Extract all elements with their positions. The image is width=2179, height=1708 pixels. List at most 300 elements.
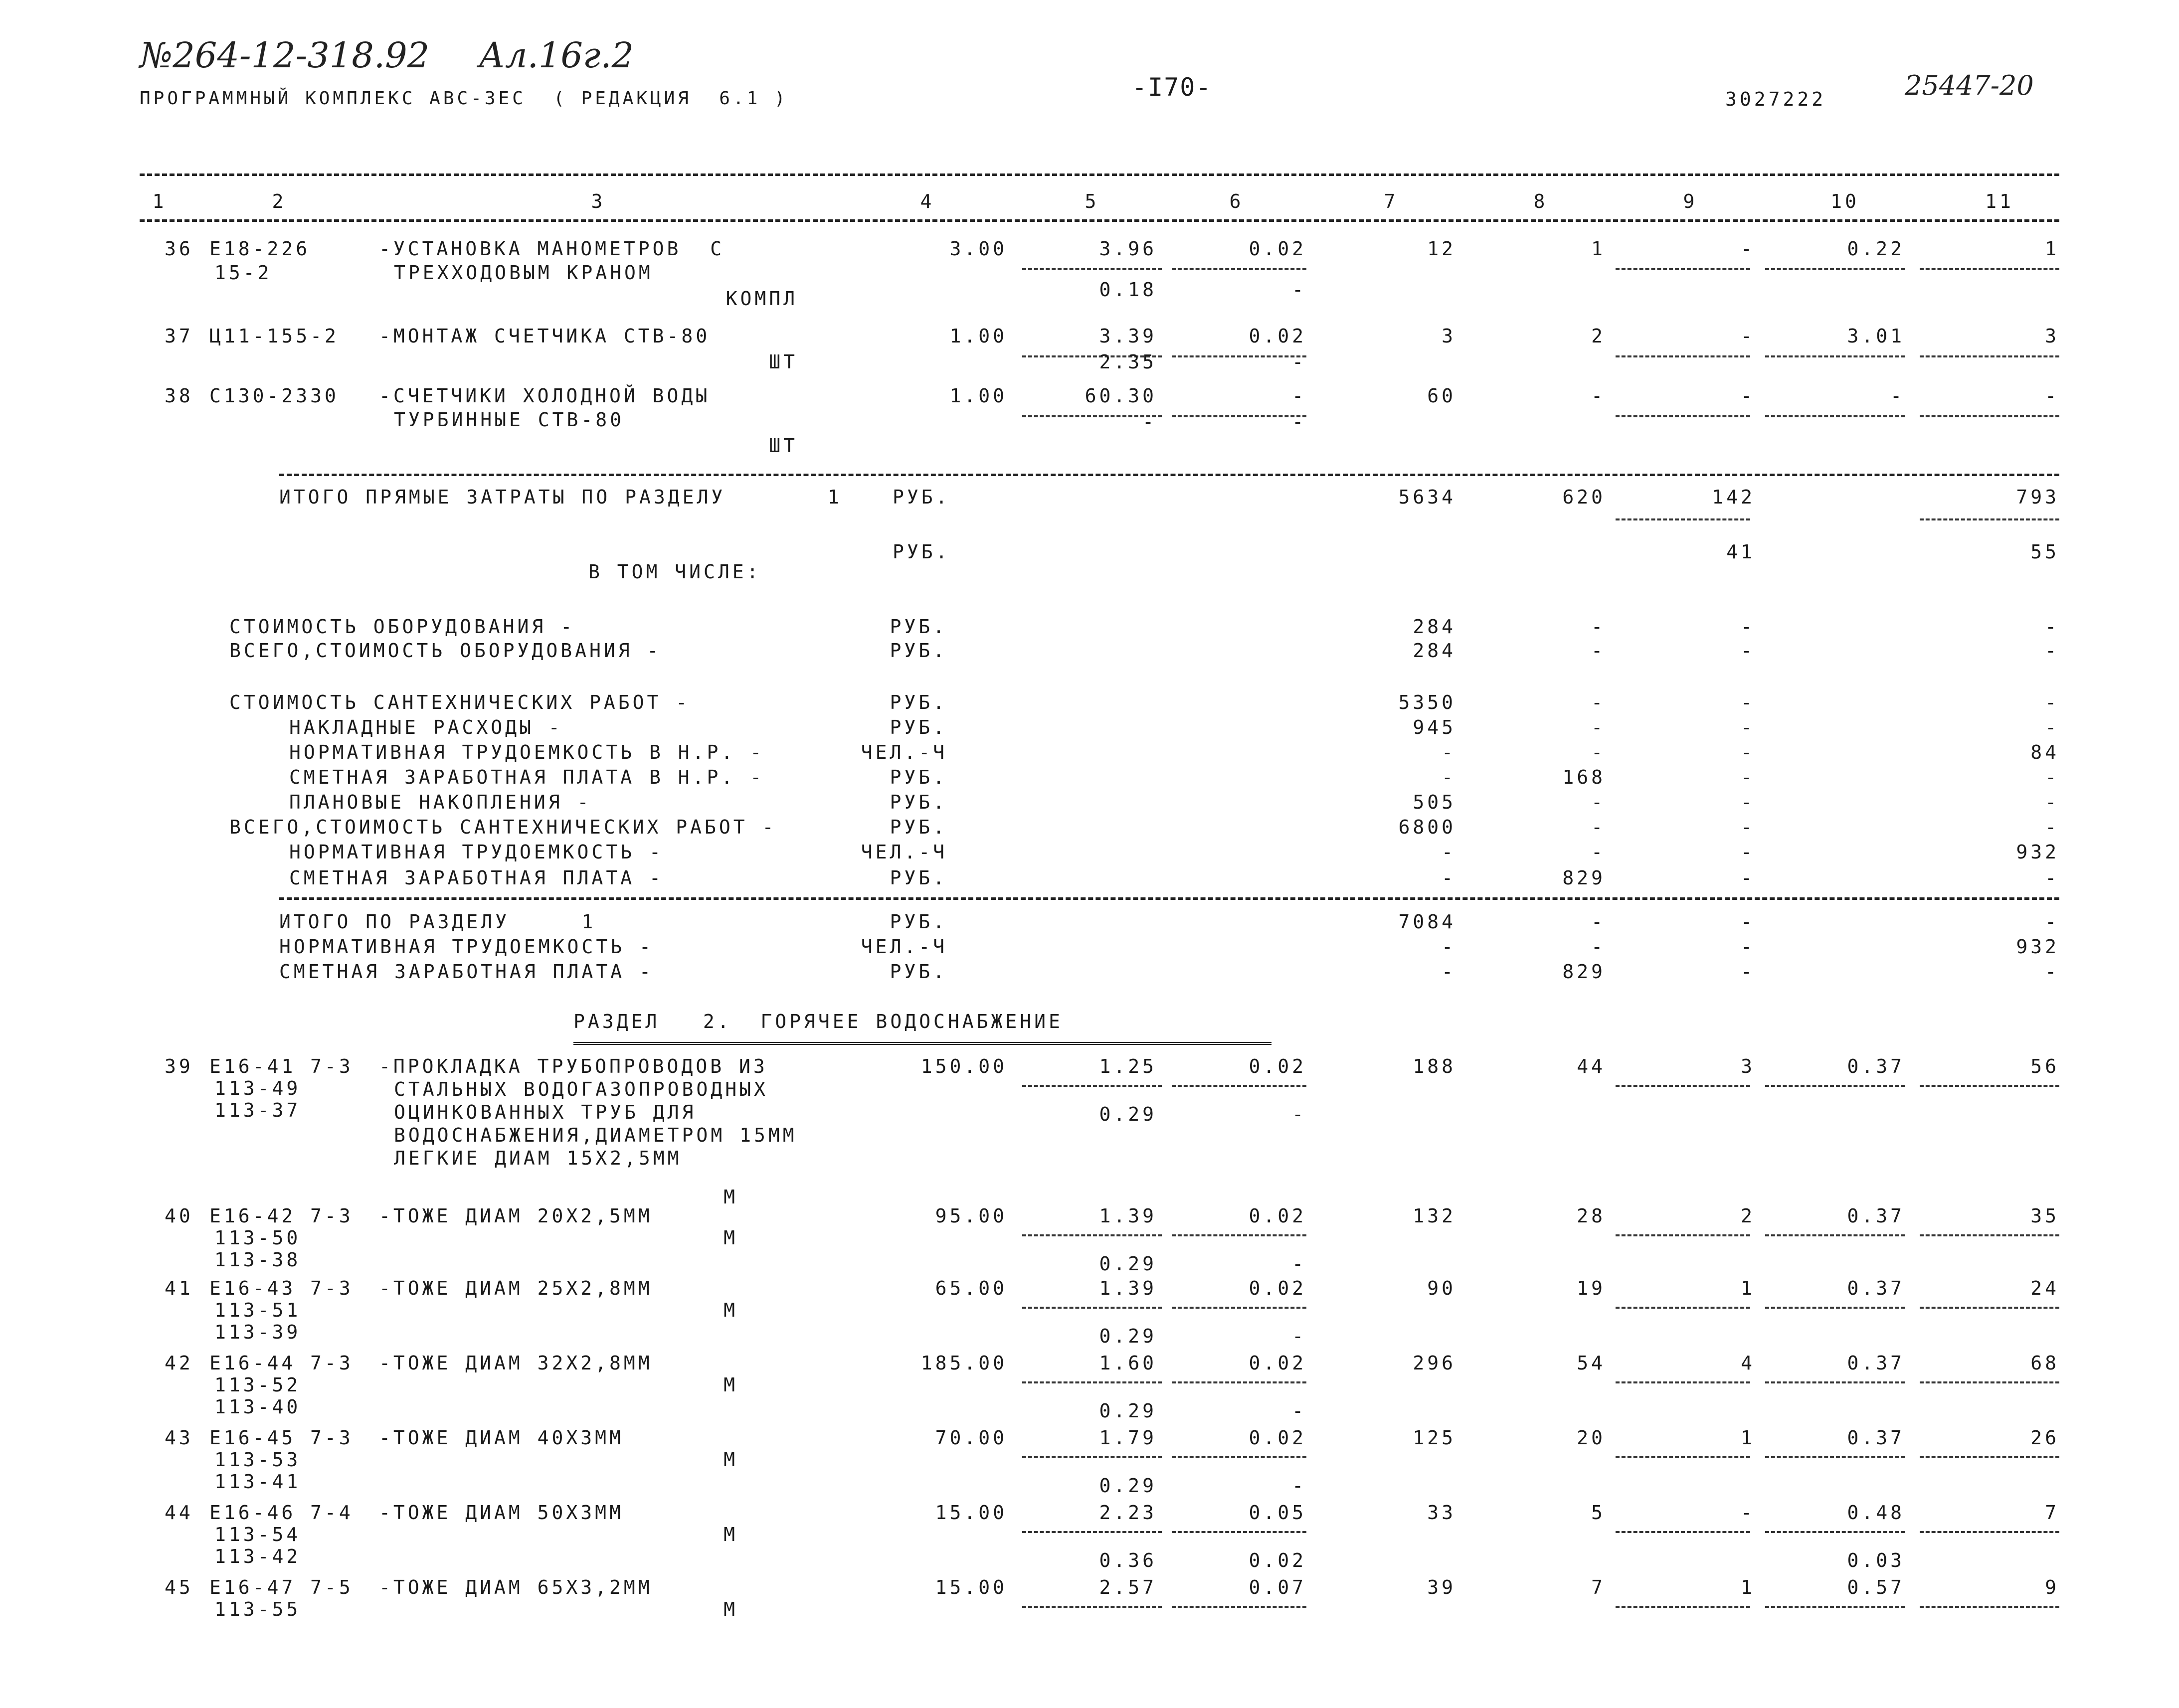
item-number: 39: [165, 1055, 193, 1077]
item-labor-total: -: [2045, 385, 2059, 407]
summary-labor: -: [2045, 640, 2059, 662]
item-code: Е16-42 7-3: [209, 1205, 354, 1227]
item-code-sub: 113-52: [214, 1374, 301, 1396]
item-total-cost: 125: [1413, 1427, 1456, 1449]
item-unit-cost-wages: 2.35: [1099, 351, 1157, 373]
summary-machines: -: [1741, 616, 1755, 638]
item-code: Е16-41 7-3: [209, 1055, 354, 1077]
item-unit-cost-wages: 0.36: [1099, 1549, 1157, 1571]
sub-rule: [1765, 1381, 1905, 1383]
item-number: 40: [165, 1205, 193, 1227]
item-col9: -: [1741, 1502, 1755, 1524]
item-description: -ТОЖЕ ДИАМ 32Х2,8ММ: [379, 1352, 653, 1374]
column-header-1: 1: [152, 190, 167, 212]
item-total-cost: 188: [1413, 1055, 1456, 1077]
item-quantity: 150.00: [920, 1055, 1007, 1077]
item-col9: -: [1741, 325, 1755, 347]
item-description: -УСТАНОВКА МАНОМЕТРОВ С: [379, 238, 725, 260]
item-total-cost: 39: [1427, 1576, 1456, 1598]
item-unit-cost: 2.23: [1099, 1502, 1157, 1524]
item-total-cost: 296: [1413, 1352, 1456, 1374]
item-labor-total: 9: [2045, 1576, 2059, 1598]
section-total-machines: -: [1741, 911, 1755, 933]
item-unit: М: [724, 1299, 738, 1321]
sub-rule: [1765, 415, 1905, 417]
summary-labor: -: [2045, 691, 2059, 713]
summary-unit: РУБ.: [890, 766, 947, 788]
item-unit-cost-machines: 0.07: [1249, 1576, 1306, 1598]
item-labor-per-unit: 0.37: [1847, 1055, 1905, 1077]
document-code: 3027222: [1725, 88, 1826, 110]
item-description: -ТОЖЕ ДИАМ 25Х2,8ММ: [379, 1277, 653, 1299]
section-total-unit: ЧЕЛ.-Ч: [861, 936, 947, 958]
sub-rule: [1920, 1531, 2059, 1533]
item-description: ТУРБИННЫЕ СТВ-80: [394, 409, 625, 431]
item-description: -ПРОКЛАДКА ТРУБОПРОВОДОВ ИЗ: [379, 1055, 768, 1077]
item-code-sub: 113-42: [214, 1545, 301, 1567]
item-labor-total: 7: [2045, 1502, 2059, 1524]
item-wages: -: [1591, 385, 1606, 407]
summary-label: ВСЕГО,СТОИМОСТЬ ОБОРУДОВАНИЯ -: [229, 640, 662, 662]
item-labor-total: 68: [2030, 1352, 2059, 1374]
item-unit-cost-machines-wages: -: [1292, 1325, 1306, 1347]
summary-wages: -: [1591, 691, 1606, 713]
item-number: 38: [165, 385, 193, 407]
item-total-cost: 3: [1442, 325, 1456, 347]
sub-rule: [1616, 1085, 1750, 1087]
item-number: 45: [165, 1576, 193, 1598]
item-labor-per-unit: 0.37: [1847, 1277, 1905, 1299]
item-wages: 28: [1577, 1205, 1606, 1227]
direct-costs-labor-2: 55: [2030, 541, 2059, 563]
item-col9: 3: [1741, 1055, 1755, 1077]
column-header-8: 8: [1533, 190, 1548, 212]
summary-unit: РУБ.: [890, 691, 947, 713]
sub-rule: [1616, 1234, 1750, 1236]
item-col9: -: [1741, 238, 1755, 260]
summary-labor: -: [2045, 616, 2059, 638]
item-unit-cost-machines-wages: -: [1292, 411, 1306, 433]
item-unit-cost-wages: 0.29: [1099, 1325, 1157, 1347]
handwritten-album: Ал.16г.2: [479, 35, 634, 76]
item-quantity: 70.00: [935, 1427, 1007, 1449]
item-col9: 2: [1741, 1205, 1755, 1227]
summary-label: СТОИМОСТЬ ОБОРУДОВАНИЯ -: [229, 616, 575, 638]
summary-unit: РУБ.: [890, 816, 947, 838]
item-wages: 1: [1591, 238, 1606, 260]
section-total-labor: -: [2045, 961, 2059, 983]
item-unit-cost-machines-wages: -: [1292, 1253, 1306, 1275]
item-labor-total: 3: [2045, 325, 2059, 347]
item-col9: 1: [1741, 1427, 1755, 1449]
item-unit-cost-wages: 0.29: [1099, 1103, 1157, 1125]
item-code-sub: 113-49: [214, 1077, 301, 1099]
item-unit-cost: 1.60: [1099, 1352, 1157, 1374]
sub-rule: [1616, 1531, 1750, 1533]
item-code-sub: 113-51: [214, 1299, 301, 1321]
sub-rule: [1172, 1234, 1306, 1236]
item-code-sub: 113-38: [214, 1249, 301, 1271]
section-total-cost: 7084: [1398, 911, 1456, 933]
column-header-6: 6: [1229, 190, 1244, 212]
item-code-sub: 113-54: [214, 1524, 301, 1545]
item-unit: М: [724, 1374, 738, 1396]
item-number: 36: [165, 238, 193, 260]
section-total-labor: -: [2045, 911, 2059, 933]
section-total-label: НОРМАТИВНАЯ ТРУДОЕМКОСТЬ -: [279, 936, 654, 958]
section-total-cost: -: [1442, 936, 1456, 958]
item-wages: 54: [1577, 1352, 1606, 1374]
item-col9: 1: [1741, 1576, 1755, 1598]
item-unit-cost-machines-wages: -: [1292, 351, 1306, 373]
sub-rule: [1765, 1531, 1905, 1533]
page-number: -I70-: [1132, 73, 1212, 102]
item-code: Е16-43 7-3: [209, 1277, 354, 1299]
direct-total-rule: [279, 474, 2059, 476]
summary-labor: 84: [2030, 741, 2059, 763]
section-total-label: СМЕТНАЯ ЗАРАБОТНАЯ ПЛАТА -: [279, 961, 654, 983]
section-total-wages: 829: [1562, 961, 1606, 983]
sub-rule: [1765, 1307, 1905, 1309]
item-code: Е16-44 7-3: [209, 1352, 354, 1374]
item-wages: 20: [1577, 1427, 1606, 1449]
summary-machines: -: [1741, 640, 1755, 662]
item-code-sub: 113-55: [214, 1598, 301, 1620]
item-description: ОЦИНКОВАННЫХ ТРУБ ДЛЯ: [394, 1101, 697, 1123]
summary-wages: -: [1591, 640, 1606, 662]
item-code-sub: 113-37: [214, 1099, 301, 1121]
item-unit-cost-machines-wages: -: [1292, 1103, 1306, 1125]
item-wages: 2: [1591, 325, 1606, 347]
direct-costs-machines-wages: 41: [1726, 541, 1755, 563]
sub-rule: [1920, 355, 2059, 357]
item-total-cost: 90: [1427, 1277, 1456, 1299]
sub-rule: [1172, 1531, 1306, 1533]
sub-rule: [1022, 1606, 1162, 1608]
summary-labor: -: [2045, 816, 2059, 838]
item-labor-per-unit: 0.37: [1847, 1352, 1905, 1374]
summary-total: -: [1442, 841, 1456, 863]
direct-costs-unit: РУБ.: [893, 486, 950, 508]
item-labor-per-unit: -: [1890, 385, 1905, 407]
item-unit-cost-machines: 0.02: [1249, 238, 1306, 260]
item-description: -ТОЖЕ ДИАМ 50Х3ММ: [379, 1502, 624, 1524]
item-description: -ТОЖЕ ДИАМ 40Х3ММ: [379, 1427, 624, 1449]
item-total-cost: 60: [1427, 385, 1456, 407]
sub-rule: [1172, 1456, 1306, 1458]
sub-rule: [1022, 1456, 1162, 1458]
sub-rule: [1616, 268, 1750, 270]
item-quantity: 3.00: [949, 238, 1007, 260]
summary-machines: -: [1741, 841, 1755, 863]
item-number: 37: [165, 325, 193, 347]
direct-costs-label: ИТОГО ПРЯМЫЕ ЗАТРАТЫ ПО РАЗДЕЛУ: [279, 486, 726, 508]
column-header-7: 7: [1384, 190, 1399, 212]
item-quantity: 15.00: [935, 1576, 1007, 1598]
item-quantity: 65.00: [935, 1277, 1007, 1299]
summary-unit: РУБ.: [890, 867, 947, 889]
item-description: ЛЕГКИЕ ДИАМ 15Х2,5ММ: [394, 1147, 682, 1169]
sub-rule: [1765, 1606, 1905, 1608]
column-header-3: 3: [591, 190, 606, 212]
item-code-sub: 113-53: [214, 1449, 301, 1471]
item-description: ВОДОСНАБЖЕНИЯ,ДИАМЕТРОМ 15ММ: [394, 1124, 797, 1146]
summary-wages: -: [1591, 716, 1606, 738]
table-header-rule: [140, 219, 2059, 222]
direct-costs-machines: 142: [1712, 486, 1755, 508]
sub-rule: [1616, 1456, 1750, 1458]
item-labor-total: 35: [2030, 1205, 2059, 1227]
summary-wages: 829: [1562, 867, 1606, 889]
item-unit: КОМПЛ: [726, 288, 798, 310]
summary-unit: ЧЕЛ.-Ч: [861, 741, 947, 763]
summary-machines: -: [1741, 867, 1755, 889]
item-unit-cost-machines-wages: -: [1292, 1400, 1306, 1422]
item-unit-cost-machines: 0.02: [1249, 1277, 1306, 1299]
summary-labor: -: [2045, 791, 2059, 813]
sub-rule: [1022, 1531, 1162, 1533]
item-code-sub: 113-40: [214, 1396, 301, 1418]
item-unit-cost-machines-wages: 0.02: [1249, 1549, 1306, 1571]
sub-rule: [1616, 355, 1750, 357]
column-header-4: 4: [920, 190, 935, 212]
item-unit-cost-wages: 0.29: [1099, 1475, 1157, 1497]
section-total-rule: [279, 897, 2059, 900]
sub-rule: [1920, 1085, 2059, 1087]
item-unit-cost: 1.25: [1099, 1055, 1157, 1077]
summary-labor: -: [2045, 766, 2059, 788]
sub-rule: [1616, 518, 1750, 520]
item-description: -СЧЕТЧИКИ ХОЛОДНОЙ ВОДЫ: [379, 385, 711, 407]
sub-rule: [1765, 1456, 1905, 1458]
sub-rule: [1920, 1234, 2059, 1236]
item-unit-cost-machines-wages: -: [1292, 279, 1306, 301]
summary-wages: 168: [1562, 766, 1606, 788]
sub-rule: [1920, 1381, 2059, 1383]
sub-rule: [1765, 1085, 1905, 1087]
sub-rule: [1765, 268, 1905, 270]
item-labor-total: 24: [2030, 1277, 2059, 1299]
section-total-machines: -: [1741, 961, 1755, 983]
item-unit-cost-machines: 0.02: [1249, 1352, 1306, 1374]
item-col9: -: [1741, 385, 1755, 407]
summary-label: ПЛАНОВЫЕ НАКОПЛЕНИЯ -: [289, 791, 592, 813]
sub-rule: [1920, 1307, 2059, 1309]
item-unit-cost: 2.57: [1099, 1576, 1157, 1598]
item-number: 42: [165, 1352, 193, 1374]
item-unit-cost: 1.39: [1099, 1277, 1157, 1299]
section-total-wages: -: [1591, 936, 1606, 958]
summary-total: 284: [1413, 640, 1456, 662]
summary-total: -: [1442, 741, 1456, 763]
item-unit: М: [724, 1449, 738, 1471]
sub-rule: [1022, 1381, 1162, 1383]
item-labor-total: 1: [2045, 238, 2059, 260]
item-unit-cost-machines: -: [1292, 385, 1306, 407]
section-total-label: ИТОГО ПО РАЗДЕЛУ 1: [279, 911, 596, 933]
sub-rule: [1920, 415, 2059, 417]
summary-total: -: [1442, 766, 1456, 788]
item-number: 44: [165, 1502, 193, 1524]
section-total-labor: 932: [2016, 936, 2059, 958]
item-unit: М: [724, 1227, 738, 1249]
item-code-sub: 113-39: [214, 1321, 301, 1343]
item-quantity: 95.00: [935, 1205, 1007, 1227]
item-code-sub: 113-41: [214, 1471, 301, 1493]
sub-rule: [1172, 1085, 1306, 1087]
summary-wages: -: [1591, 616, 1606, 638]
item-description: ТРЕХХОДОВЫМ КРАНОМ: [394, 262, 653, 284]
summary-wages: -: [1591, 791, 1606, 813]
item-unit-cost-wages: 0.18: [1099, 279, 1157, 301]
item-code-sub: 15-2: [214, 262, 272, 284]
column-header-2: 2: [272, 190, 287, 212]
sub-rule: [1172, 1381, 1306, 1383]
direct-costs-wages: 620: [1562, 486, 1606, 508]
item-quantity: 1.00: [949, 325, 1007, 347]
section-total-machines: -: [1741, 936, 1755, 958]
item-wages: 5: [1591, 1502, 1606, 1524]
sub-rule: [1920, 1456, 2059, 1458]
direct-costs-section-number: 1: [828, 486, 842, 508]
summary-labor: -: [2045, 867, 2059, 889]
section-total-unit: РУБ.: [890, 961, 947, 983]
summary-unit: РУБ.: [890, 616, 947, 638]
item-unit-cost: 3.39: [1099, 325, 1157, 347]
item-quantity: 1.00: [949, 385, 1007, 407]
column-header-11: 11: [1985, 190, 2014, 212]
direct-costs-unit-2: РУБ.: [893, 541, 950, 563]
sub-rule: [1172, 1606, 1306, 1608]
item-col9: 4: [1741, 1352, 1755, 1374]
summary-label: СМЕТНАЯ ЗАРАБОТНАЯ ПЛАТА В Н.Р. -: [289, 766, 764, 788]
summary-unit: РУБ.: [890, 640, 947, 662]
item-quantity: 185.00: [920, 1352, 1007, 1374]
item-total-cost: 33: [1427, 1502, 1456, 1524]
sub-rule: [1765, 1234, 1905, 1236]
sub-rule: [1616, 1606, 1750, 1608]
handwritten-doc-number: №264-12-318.92: [140, 35, 430, 76]
section-total-unit: РУБ.: [890, 911, 947, 933]
item-wages: 19: [1577, 1277, 1606, 1299]
item-labor-total: 26: [2030, 1427, 2059, 1449]
item-code: Ц11-155-2: [209, 325, 339, 347]
sub-rule: [1616, 1381, 1750, 1383]
summary-label: СМЕТНАЯ ЗАРАБОТНАЯ ПЛАТА -: [289, 867, 664, 889]
summary-label: НОРМАТИВНАЯ ТРУДОЕМКОСТЬ -: [289, 841, 664, 863]
summary-total: 505: [1413, 791, 1456, 813]
summary-unit: РУБ.: [890, 791, 947, 813]
sub-rule: [1765, 355, 1905, 357]
item-unit-cost-machines: 0.02: [1249, 1055, 1306, 1077]
item-wages: 7: [1591, 1576, 1606, 1598]
item-wages: 44: [1577, 1055, 1606, 1077]
item-description: -ТОЖЕ ДИАМ 20Х2,5ММ: [379, 1205, 653, 1227]
item-unit-cost-machines: 0.02: [1249, 325, 1306, 347]
item-unit-cost-machines: 0.05: [1249, 1502, 1306, 1524]
including-label: В ТОМ ЧИСЛЕ:: [588, 561, 761, 583]
item-labor-per-unit: 0.37: [1847, 1205, 1905, 1227]
item-unit-cost-machines-wages: -: [1292, 1475, 1306, 1497]
sub-rule: [1616, 1307, 1750, 1309]
summary-machines: -: [1741, 766, 1755, 788]
item-code-sub: 113-50: [214, 1227, 301, 1249]
item-unit: М: [724, 1186, 738, 1208]
program-title: ПРОГРАММНЫЙ КОМПЛЕКС АВС-3ЕС ( РЕДАКЦИЯ 6.1 ): [140, 88, 788, 109]
column-header-9: 9: [1683, 190, 1698, 212]
item-unit-cost: 1.79: [1099, 1427, 1157, 1449]
item-total-cost: 12: [1427, 238, 1456, 260]
summary-total: 284: [1413, 616, 1456, 638]
item-code: Е16-46 7-4: [209, 1502, 354, 1524]
item-unit: ШТ: [769, 435, 798, 457]
summary-machines: -: [1741, 791, 1755, 813]
direct-costs-total: 5634: [1398, 486, 1456, 508]
item-labor-per-unit: 0.22: [1847, 238, 1905, 260]
item-quantity: 15.00: [935, 1502, 1007, 1524]
summary-wages: -: [1591, 841, 1606, 863]
sub-rule: [1022, 1085, 1162, 1087]
summary-wages: -: [1591, 816, 1606, 838]
summary-machines: -: [1741, 691, 1755, 713]
summary-labor: 932: [2016, 841, 2059, 863]
summary-unit: РУБ.: [890, 716, 947, 738]
item-code: Е16-45 7-3: [209, 1427, 354, 1449]
table-top-rule: [140, 173, 2059, 176]
section-2-title: РАЗДЕЛ 2. ГОРЯЧЕЕ ВОДОСНАБЖЕНИЕ: [573, 1011, 1063, 1032]
item-unit: ШТ: [769, 351, 798, 373]
sub-rule: [1920, 518, 2059, 520]
item-description: СТАЛЬНЫХ ВОДОГАЗОПРОВОДНЫХ: [394, 1078, 768, 1100]
direct-costs-labor: 793: [2016, 486, 2059, 508]
item-unit-cost-machines: 0.02: [1249, 1205, 1306, 1227]
item-total-cost: 132: [1413, 1205, 1456, 1227]
summary-label: НАКЛАДНЫЕ РАСХОДЫ -: [289, 716, 563, 738]
summary-label: НОРМАТИВНАЯ ТРУДОЕМКОСТЬ В Н.Р. -: [289, 741, 764, 763]
summary-unit: ЧЕЛ.-Ч: [861, 841, 947, 863]
item-labor-per-unit: 3.01: [1847, 325, 1905, 347]
item-unit-cost-machines: 0.02: [1249, 1427, 1306, 1449]
item-unit: М: [724, 1598, 738, 1620]
summary-label: ВСЕГО,СТОИМОСТЬ САНТЕХНИЧЕСКИХ РАБОТ -: [229, 816, 777, 838]
sub-rule: [1616, 415, 1750, 417]
section-2-underline: [573, 1042, 1271, 1045]
section-total-wages: -: [1591, 911, 1606, 933]
sub-rule: [1920, 1606, 2059, 1608]
item-labor-per-unit: 0.48: [1847, 1502, 1905, 1524]
item-code: С130-2330: [209, 385, 339, 407]
item-unit-cost: 3.96: [1099, 238, 1157, 260]
item-labor-per-unit: 0.37: [1847, 1427, 1905, 1449]
item-number: 43: [165, 1427, 193, 1449]
section-total-cost: -: [1442, 961, 1456, 983]
item-unit: М: [724, 1524, 738, 1545]
summary-machines: -: [1741, 816, 1755, 838]
sub-rule: [1022, 1307, 1162, 1309]
summary-machines: -: [1741, 716, 1755, 738]
item-labor-total: 56: [2030, 1055, 2059, 1077]
handwritten-code: 25447-20: [1905, 70, 2034, 101]
summary-total: 6800: [1398, 816, 1456, 838]
sub-rule: [1022, 268, 1162, 270]
item-unit-cost: 1.39: [1099, 1205, 1157, 1227]
summary-total: 945: [1413, 716, 1456, 738]
column-header-5: 5: [1085, 190, 1099, 212]
summary-wages: -: [1591, 741, 1606, 763]
item-unit-cost: 60.30: [1085, 385, 1157, 407]
summary-label: СТОИМОСТЬ САНТЕХНИЧЕСКИХ РАБОТ -: [229, 691, 691, 713]
item-description: -ТОЖЕ ДИАМ 65Х3,2ММ: [379, 1576, 653, 1598]
